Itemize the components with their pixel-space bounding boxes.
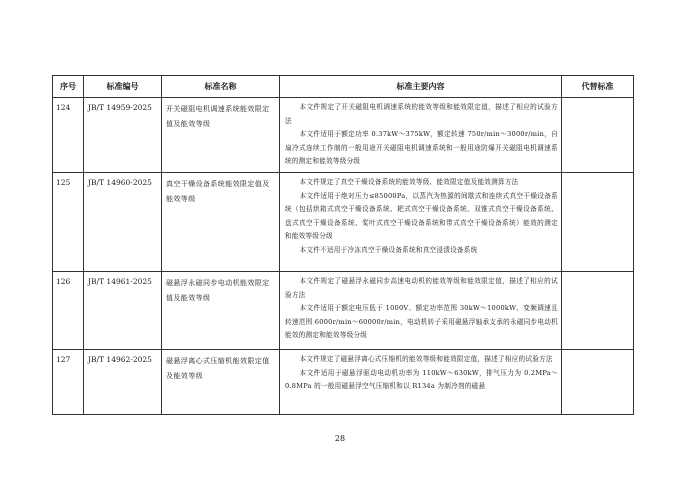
cell-serial-number (53, 350, 84, 415)
cell-standard-code (84, 98, 162, 173)
serial-number: 125 (56, 178, 71, 187)
cell-replaced-standard (562, 173, 634, 272)
header-serial-number: 序号 (53, 76, 84, 98)
cell-standard-code (84, 173, 162, 272)
content-paragraph: 本文件规定了磁悬浮永磁同步高速电动机的能效等级和能效限定值，描述了相应的试验方法 (285, 277, 558, 299)
cell-serial-number (53, 98, 84, 173)
standard-code: JB/T 14962-2025 (88, 355, 152, 364)
table-row (53, 173, 634, 272)
serial-number: 126 (56, 277, 71, 286)
header-standard-name: 标准名称 (162, 76, 280, 98)
cell-replaced-standard (562, 98, 634, 173)
standard-code: JB/T 14960-2025 (88, 178, 152, 187)
standard-name: 真空干燥设备系统能效限定值及能效等级 (166, 180, 270, 203)
cell-standard-name (162, 272, 280, 350)
standard-code: JB/T 14959-2025 (88, 103, 152, 112)
cell-replaced-standard (562, 272, 634, 350)
cell-standard-name (162, 98, 280, 173)
serial-number: 124 (56, 103, 71, 112)
cell-main-content (280, 173, 562, 272)
serial-number: 127 (56, 355, 71, 364)
cell-main-content (280, 350, 562, 415)
content-paragraph: 本文件规定了开关磁阻电机调速系统的能效等级和能效限定值，描述了相应的试验方法 (285, 103, 558, 125)
content-paragraph: 本文件适用于磁悬浮驱动电动机功率为 110kW～630kW，排气压力为 0.2MPa～0.8MPa 的一般用磁悬浮空气压缩机和以 R134a 为制冷剂的磁悬 (285, 368, 558, 390)
cell-standard-code (84, 350, 162, 415)
standard-code: JB/T 14961-2025 (88, 277, 152, 286)
standards-table (52, 75, 634, 415)
header-standard-code: 标准编号 (84, 76, 162, 98)
standard-name: 磁悬浮离心式压缩机能效限定值及能效等级 (166, 357, 270, 380)
cell-standard-code (84, 272, 162, 350)
cell-serial-number (53, 272, 84, 350)
standard-name: 磁悬浮永磁同步电动机能效限定值及能效等级 (166, 279, 270, 302)
cell-standard-name (162, 173, 280, 272)
table-header-row (53, 76, 634, 98)
content-paragraph: 本文件适用于额定电压低于 1000V、额定功率范围 30kW～1000kW、变频调速且转速范围 6000r/min～60000r/min，电动机转子采用磁悬浮轴承支承的永磁同步电动机能效的测定和能效等级分级 (285, 304, 558, 339)
table-row (53, 98, 634, 173)
content-paragraph: 本文件不适用于冷冻真空干燥设备系统和真空浸渍设备系统 (299, 245, 478, 254)
cell-replaced-standard (562, 350, 634, 415)
cell-main-content (280, 272, 562, 350)
content-paragraph: 本文件适用于绝对压力≤85000Pa，以蒸汽为热源的间歇式和连续式真空干燥设备系统（包括烘箱式真空干燥设备系统、耙式真空干燥设备系统、双锥式真空干燥设备系统、盘式真空干燥设备系统、桨叶式真空干燥设备系统和带式真空干燥设备系统）能效的测定和能效等级分级 (285, 191, 558, 240)
content-paragraph: 本文件规定了真空干燥设备系统的能效等级、能效限定值及能效测算方法 (299, 178, 519, 186)
standard-name: 开关磁阻电机调速系统能效限定值及能效等级 (166, 105, 270, 128)
table-row (53, 272, 634, 350)
header-replaced-standard: 代替标准 (562, 76, 634, 98)
page-number: 28 (334, 434, 346, 443)
cell-standard-name (162, 350, 280, 415)
cell-main-content (280, 98, 562, 173)
table-row (53, 350, 634, 415)
content-paragraph: 本文件规定了磁悬浮离心式压缩机的能效等级和能效限定值，描述了相应的试验方法 (299, 355, 553, 363)
header-main-content: 标准主要内容 (280, 76, 562, 98)
content-paragraph: 本文件适用于额定功率 0.37kW～375kW，额定转速 750r/min～3000r/min，自扇冷式连续工作制的一般用途开关磁阻电机调速系统和一般用途防爆开关磁阻电机调速系统的测定和能效等级分级 (285, 130, 558, 165)
cell-serial-number (53, 173, 84, 272)
